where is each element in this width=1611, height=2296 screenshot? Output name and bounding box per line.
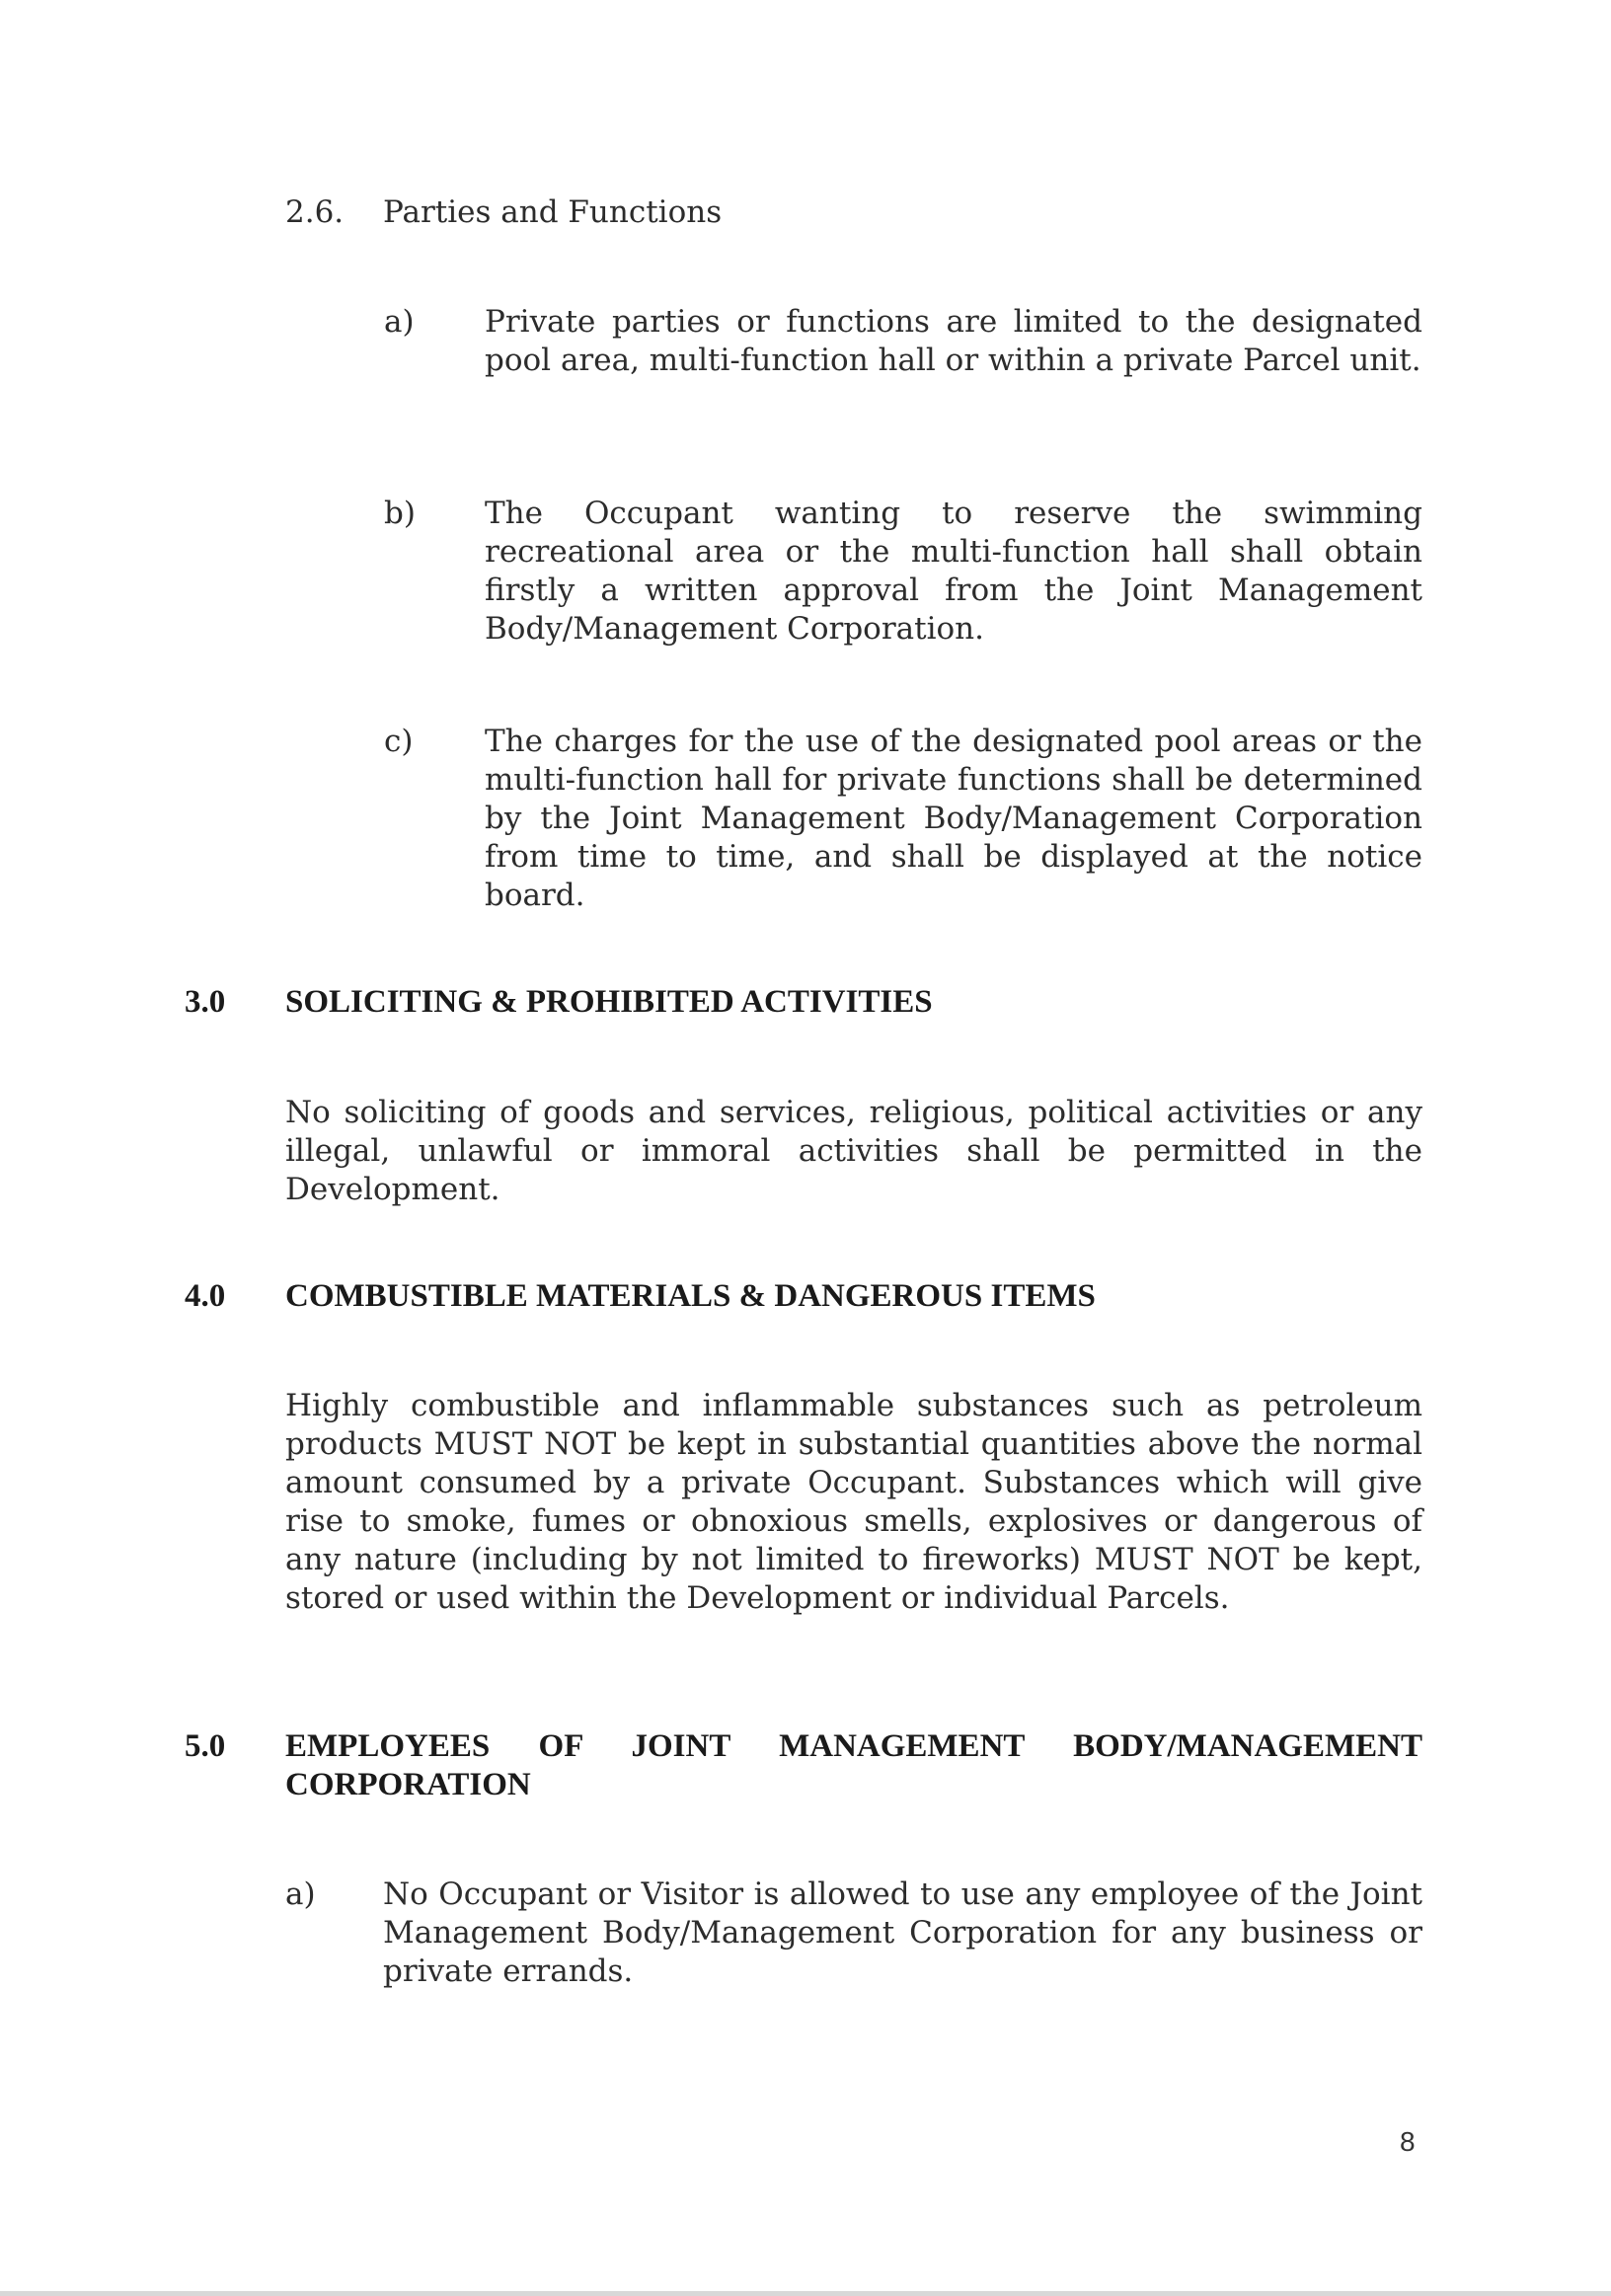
item-text: The Occupant wanting to reserve the swimming recreational area or the multi-function hall shall obtain firstly a written approval from the Joint Management Body/Management Corporation. [485,496,1422,647]
item-label: a) [384,304,415,340]
section-2-6-title: Parties and Functions [383,194,723,230]
item-text: No Occupant or Visitor is allowed to use any employee of the Joint Management Body/Management Corporation for any business or private errands. [383,1876,1422,1989]
page-number: 8 [1400,2126,1416,2157]
item-text: Private parties or functions are limited to the designated pool area, multi-function hall or within a private Parcel unit. [485,304,1422,378]
section-3-number: 3.0 [185,984,226,1020]
section-4-title: COMBUSTIBLE MATERIALS & DANGEROUS ITEMS [285,1278,1096,1314]
item-label: c) [384,724,414,759]
section-5-title: EMPLOYEES OF JOINT MANAGEMENT BODY/MANAGEMENT CORPORATION [285,1728,1422,1802]
section-2-6-number: 2.6. [285,194,345,230]
item-text: The charges for the use of the designated pool areas or the multi-function hall for private functions shall be determined by the Joint Management Body/Management Corporation from time to time, and shall be displayed at the notice board. [485,724,1422,913]
item-label: a) [285,1876,316,1912]
section-4-body: Highly combustible and inflammable substances such as petroleum products MUST NOT be kept in substantial quantities above the normal amount consumed by a private Occupant. Substances which will give rise to smoke, fumes or obnoxious smells, explosives or dangerous of any nature (including by not limited to fireworks) MUST NOT be kept, stored or used within the Development or individual Parcels. [285,1388,1422,1616]
section-3-body: No soliciting of goods and services, religious, political activities or any illegal, unlawful or immoral activities shall be permitted in the Development. [285,1095,1422,1207]
section-4-number: 4.0 [185,1278,226,1314]
scan-edge-divider [0,2291,1611,2296]
section-3-title: SOLICITING & PROHIBITED ACTIVITIES [285,984,933,1020]
section-5-number: 5.0 [185,1728,226,1764]
item-label: b) [384,496,416,531]
